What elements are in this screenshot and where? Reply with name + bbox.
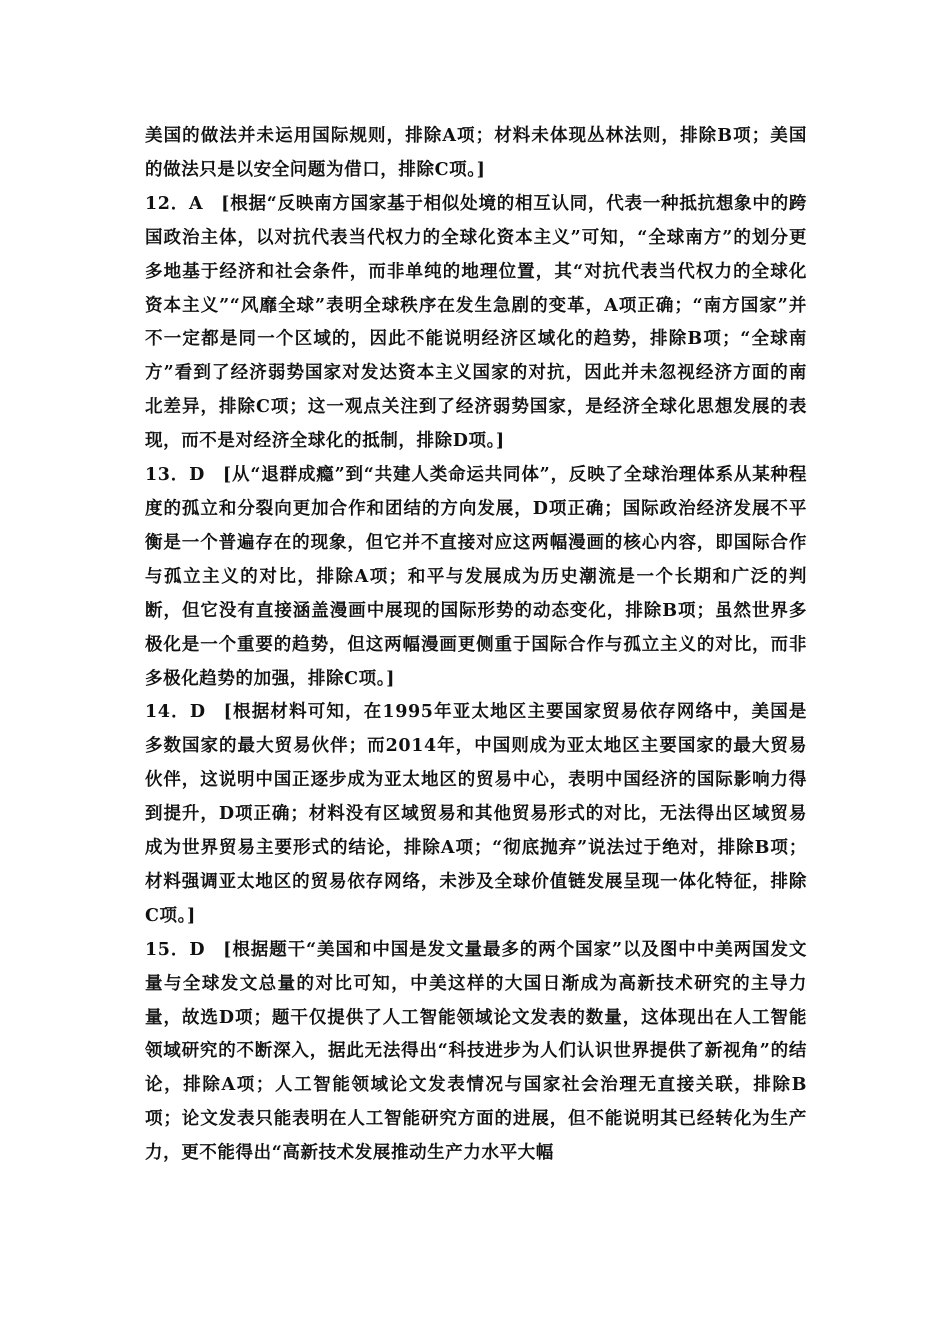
answer-letter: D (189, 702, 206, 723)
continuation-text: 美国的做法并未运用国际规则，排除A项；材料未体现丛林法则，排除B项；美国的做法只是以安全问题为借口，排除C项。] (145, 126, 807, 180)
answer-explanation: [从“退群成瘾”到“共建人类命运共同体”，反映了全球治理体系从某种程度的孤立和分裂向更加合作和团结的方向发展，D项正确；国际政治经济发展不平衡是一个普遍存在的现象，但它并不直接对应这两幅漫画的核心内容，即国际合作与孤立主义的对比，排除A项；和平与发展成为历史潮流是一个长期和广泛的判断，但它没有直接涵盖漫画中展现的国际形势的动态变化，排除B项；虽然世界多极化是一个重要的趋势，但这两幅漫画更侧重于国际合作与孤立主义的对比，而非多极化趋势的加强，排除C项。] (145, 465, 807, 689)
answer-explanation: [根据题干“美国和中国是发文量最多的两个国家”以及图中中美两国发文量与全球发文总量的对比可知，中美这样的大国日渐成为高新技术研究的主导力量，故选D项；题干仅提供了人工智能领域论文发表的数量，这体现出在人工智能领域研究的不断深入，据此无法得出“科技进步为人们认识世界提供了新视角”的结论，排除A项；人工智能领域论文发表情况与国家社会治理无直接关联，排除B项；论文发表只能表明在人工智能研究方面的进展，但不能说明其已经转化为生产力，更不能得出“高新技术发展推动生产力水平大幅 (145, 939, 807, 1164)
answer-explanation-page (145, 120, 807, 1171)
answer-item-14 (145, 696, 807, 933)
answer-letter: A (188, 193, 204, 214)
answer-item-13 (145, 459, 807, 696)
answer-letter: D (189, 939, 206, 960)
answer-explanation: [根据“反映南方国家基于相似处境的相互认同，代表一种抵抗想象中的跨国政治主体，以对抗代表当代权力的全球化资本主义”可知，“全球南方”的划分更多地基于经济和社会条件，而非单纯的地理位置，其“对抗代表当代权力的全球化资本主义”“风靡全球”表明全球秩序在发生急剧的变革，A项正确；“南方国家”并不一定都是同一个区域的，因此不能说明经济区域化的趋势，排除B项；“全球南方”看到了经济弱势国家对发达资本主义国家的对抗，因此并未忽视经济方面的南北差异，排除C项；这一观点关注到了经济弱势国家，是经济全球化思想发展的表现，而不是对经济全球化的抵制，排除D项。] (145, 193, 807, 452)
answer-item-15 (145, 934, 807, 1171)
question-number: 12． (145, 193, 189, 214)
continuation-paragraph (145, 120, 807, 188)
answer-explanation: [根据材料可知，在1995年亚太地区主要国家贸易依存网络中，美国是多数国家的最大贸易伙伴；而2014年，中国则成为亚太地区主要国家的最大贸易伙伴，这说明中国正逐步成为亚太地区的贸易中心，表明中国经济的国际影响力得到提升，D项正确；材料没有区域贸易和其他贸易形式的对比，无法得出区域贸易成为世界贸易主要形式的结论，排除A项；“彻底抛弃”说法过于绝对，排除B项；材料强调亚太地区的贸易依存网络，未涉及全球价值链发展呈现一体化特征，排除C项。] (145, 702, 807, 926)
answer-item-12 (145, 188, 807, 459)
question-number: 15． (145, 939, 190, 960)
answer-letter: D (189, 465, 205, 486)
question-number: 13． (145, 465, 190, 486)
question-number: 14． (145, 702, 190, 723)
